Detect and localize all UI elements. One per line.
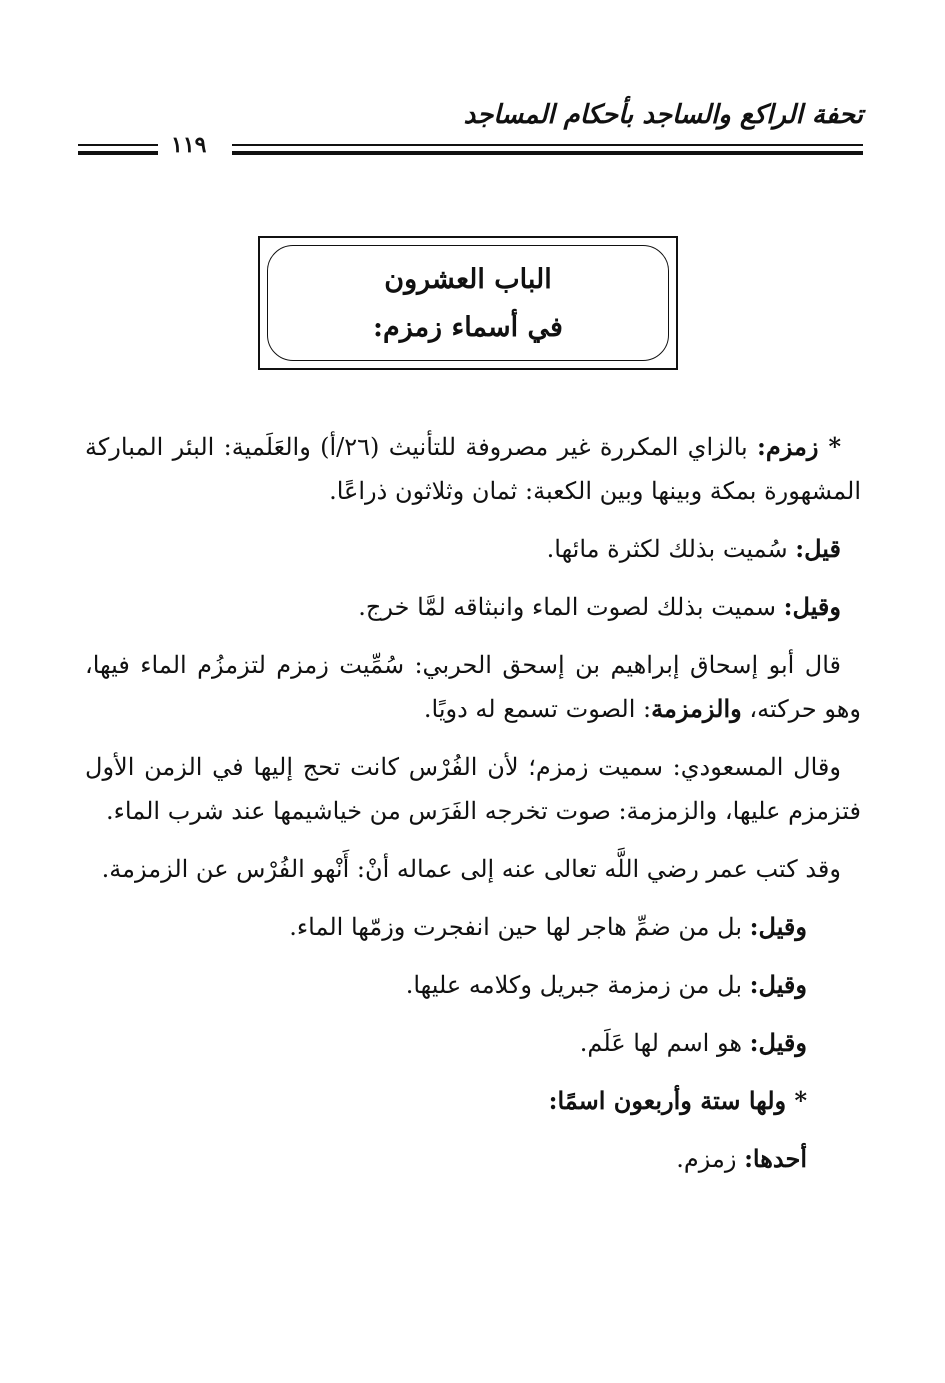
- paragraph-lead: قيل:: [795, 534, 841, 563]
- paragraph-harbi: [85, 643, 861, 731]
- paragraph-text: بالزاي المكررة غير مصروفة للتأنيث (٢٦/أ) والعَلَمية: البئر المباركة المشهورة بمكة وبينها وبين الكعبة: ثمان وثلاثون ذراعًا.: [85, 433, 861, 505]
- header-rule: [232, 144, 863, 146]
- paragraph-text: قال أبو إسحاق إبراهيم بن إسحق الحربي: سُمِّيت زمزم لتزمزُم الماء فيها، وهو حركته،: [85, 651, 861, 723]
- page-number: ١١٩: [171, 132, 207, 158]
- book-title: تحفة الراكع والساجد بأحكام المساجد: [463, 100, 863, 130]
- paragraph-text: وقال المسعودي: سميت زمزم؛ لأن الفُرْس كانت تحج إليها في الزمن الأول فتزمزم عليها، والزمزمة: صوت تخرجه الفَرَس من خياشيمها عند شرب الماء.: [85, 753, 861, 825]
- chapter-title: الباب العشرون: [384, 264, 552, 295]
- paragraph-zamzam-definition: [85, 425, 861, 513]
- paragraph-first-name: [85, 1137, 807, 1181]
- paragraph-lead: أحدها:: [744, 1144, 807, 1173]
- chapter-heading-box: [258, 236, 678, 370]
- paragraph-lead: وقيل:: [749, 970, 807, 999]
- chapter-subtitle: في أسماء زمزم:: [373, 312, 563, 343]
- paragraph-lead: وقيل:: [749, 1028, 807, 1057]
- paragraph-text: : الصوت تسمع له دويًا.: [423, 695, 652, 723]
- paragraph-opinion-3: [85, 905, 807, 949]
- paragraph-lead: وقيل:: [783, 592, 841, 621]
- paragraph-text: وقد كتب عمر رضي اللَّه تعالى عنه إلى عماله أنْ: أَنْهو الفُرْس عن الزمزمة.: [101, 855, 841, 883]
- paragraph-text: سُميت بذلك لكثرة مائها.: [546, 535, 796, 563]
- paragraph-text: بل من زمزمة جبريل وكلامه عليها.: [405, 971, 750, 999]
- chapter-heading-frame: [267, 245, 669, 361]
- header-rule-short: [78, 144, 158, 146]
- paragraph-lead: وقيل:: [749, 912, 807, 941]
- body-text: [85, 425, 861, 1195]
- paragraph-opinion-4: [85, 963, 807, 1007]
- paragraph-opinion-1: [85, 527, 861, 571]
- paragraph-text: سميت بذلك لصوت الماء وانبثاقه لمَّا خرج.: [358, 593, 784, 621]
- paragraph-opinion-5: [85, 1021, 807, 1065]
- paragraph-text: بل من ضمِّ هاجر لها حين انفجرت وزمّها الماء.: [289, 913, 750, 941]
- paragraph-opinion-2: [85, 585, 861, 629]
- paragraph-masudi: [85, 745, 861, 833]
- paragraph-lead: * زمزم:: [757, 432, 842, 461]
- paragraph-umar: [85, 847, 861, 891]
- paragraph-text: زمزم.: [676, 1145, 745, 1173]
- paragraph-names-count: [85, 1079, 807, 1123]
- paragraph-text: هو اسم لها عَلَم.: [579, 1029, 750, 1057]
- paragraph-lead: * ولها ستة وأربعون اسمًا:: [548, 1086, 807, 1115]
- paragraph-bold-term: والزمزمة: [651, 694, 742, 723]
